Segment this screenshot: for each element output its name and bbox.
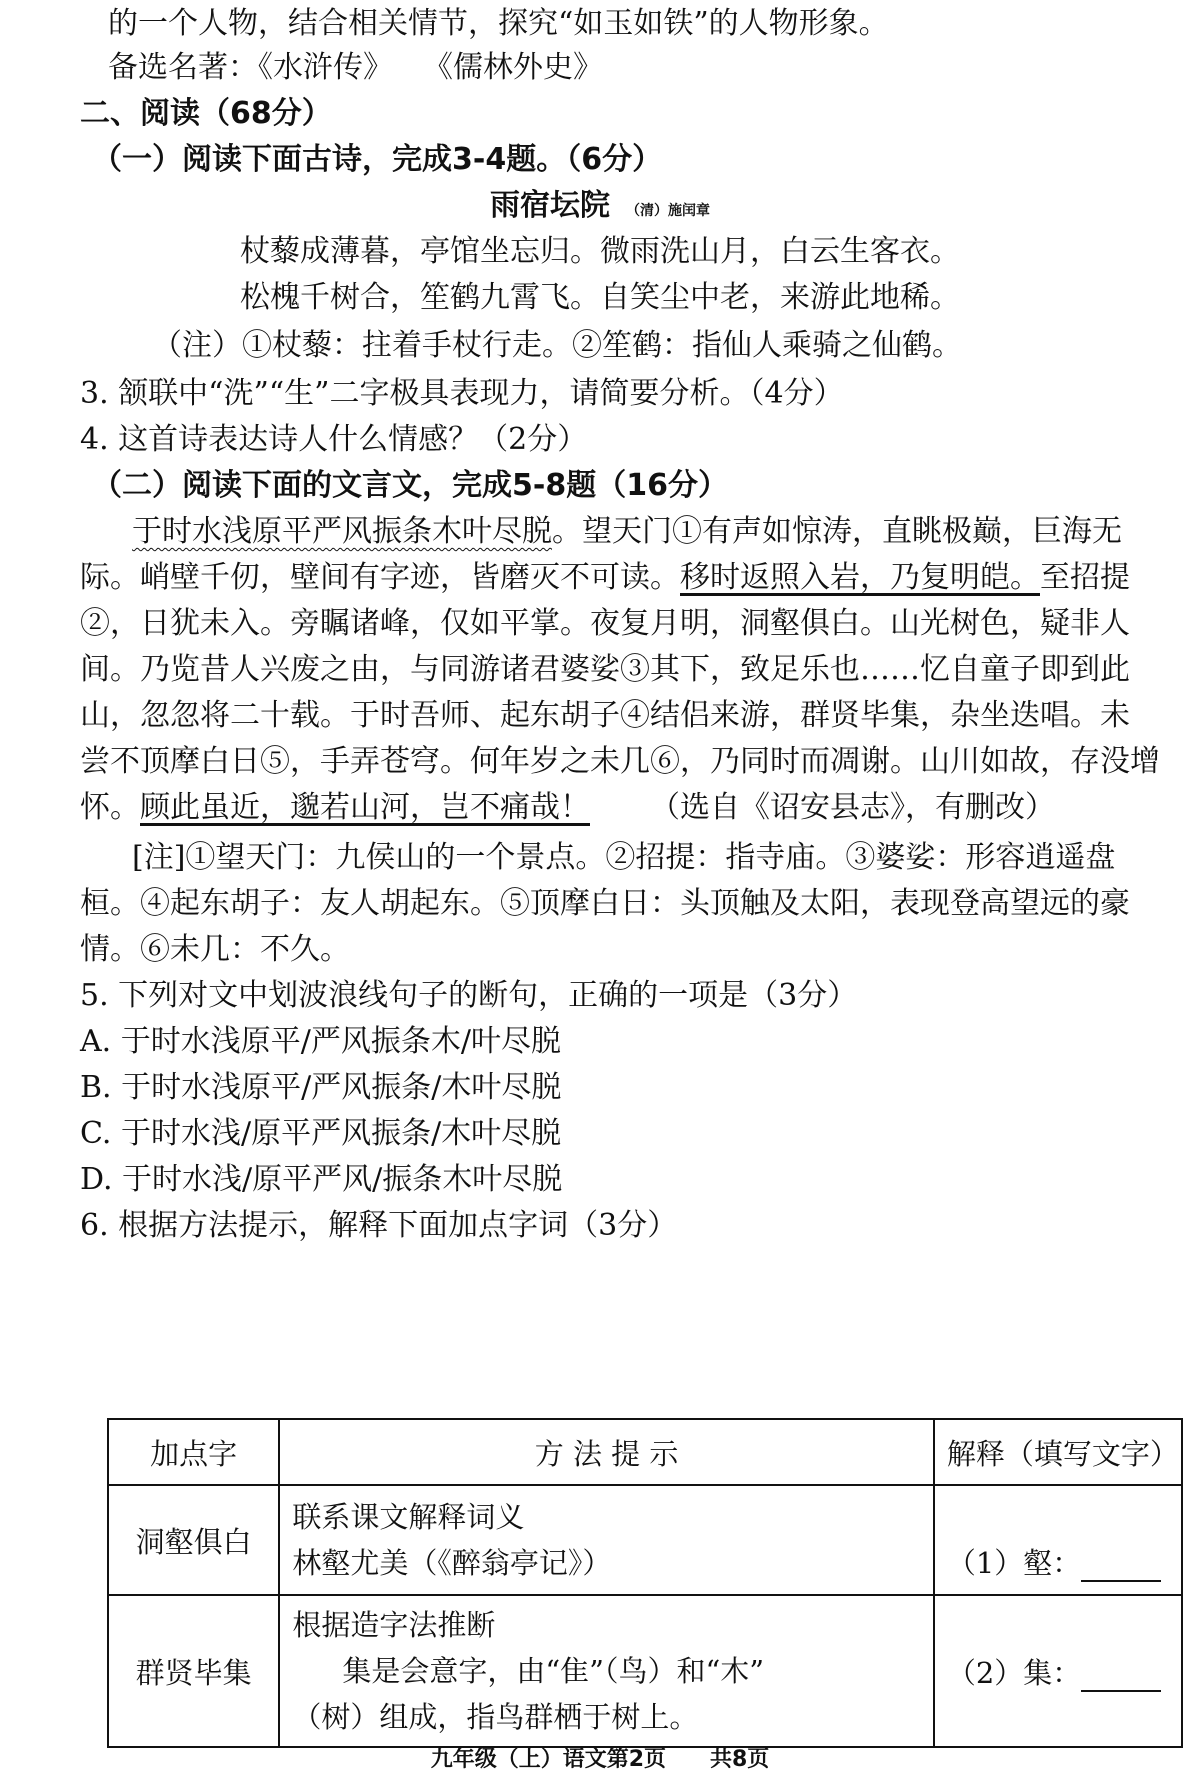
passage-line-7 <box>80 788 1160 828</box>
row2-hint-2: 集是会意字，由“隹”（鸟）和“木” <box>342 1654 765 1688</box>
poem-author: （清）施闰章 <box>626 203 710 219</box>
row2-answer-cell <box>934 1595 1182 1747</box>
passage-text: 际。峭壁千仞，壁间有字迹，皆磨灭不可读。 <box>80 560 680 595</box>
underlined-sentence: 移时返照入岩，乃复明皑。 <box>680 560 1040 595</box>
question-4: 4. 这首诗表达诗人什么情感？（2分） <box>80 422 588 457</box>
table-row <box>108 1485 1182 1595</box>
row1-answer-cell <box>934 1485 1182 1595</box>
passage-note-3: 情。⑥未几：不久。 <box>80 932 350 967</box>
question-6: 6. 根据方法提示，解释下面加点字词（3分） <box>80 1208 678 1243</box>
poem-note: （注）①杖藜：拄着手杖行走。②笙鹤：指仙人乘骑之仙鹤。 <box>152 328 962 363</box>
header-word: 加点字 <box>108 1419 279 1485</box>
table-header-row <box>108 1419 1182 1485</box>
part1-heading: （一）阅读下面古诗，完成3-4题。（6分） <box>92 142 663 177</box>
passage-source: （选自《诏安县志》，有删改） <box>650 790 1055 825</box>
row2-answer-label: （2）集： <box>946 1655 1082 1690</box>
header-hint: 方 法 提 示 <box>279 1419 934 1485</box>
table-row <box>108 1595 1182 1747</box>
section-heading: 二、阅读（68分） <box>80 96 332 131</box>
passage-note-1: [注]①望天门：九侯山的一个景点。②招提：指寺庙。③婆娑：形容逍遥盘 <box>132 840 1116 875</box>
passage-line-4: 间。乃览昔人兴废之由，与同游诸君婆娑③其下，致足乐也……忆自童子即到此 <box>80 652 1130 687</box>
poem-title-line <box>0 186 1200 231</box>
answer-blank-1[interactable] <box>1081 1554 1161 1582</box>
row2-hint <box>279 1595 934 1747</box>
page-footer: 九年级（上）语文第2页 共8页 <box>430 1747 770 1772</box>
passage-text: 至招提 <box>1040 560 1130 595</box>
passage-text: 。望天门①有声如惊涛，直眺极巅，巨海无 <box>552 514 1122 549</box>
q5-option-c: C. 于时水浅/原平严风振条/木叶尽脱 <box>80 1116 562 1151</box>
passage-note-2: 桓。④起东胡子：友人胡起东。⑤顶摩白日：头顶触及太阳，表现登高望远的豪 <box>80 886 1130 921</box>
row2-hint-3: （树）组成，指鸟群栖于树上。 <box>292 1700 699 1734</box>
row1-hint-1: 联系课文解释词义 <box>292 1500 525 1534</box>
row2-word: 群贤毕集 <box>108 1595 279 1747</box>
underlined-sentence: 顾此虽近，邈若山河，岂不痛哉！ <box>140 790 590 825</box>
passage-line-3: ②，日犹未入。旁瞩诸峰，仅如平掌。夜复月明，洞壑俱白。山光树色，疑非人 <box>80 606 1130 641</box>
q5-option-d: D. 于时水浅/原平严风/振条木叶尽脱 <box>80 1162 563 1197</box>
answer-blank-2[interactable] <box>1081 1664 1161 1692</box>
q5-option-a: A. 于时水浅原平/严风振条木/叶尽脱 <box>80 1024 561 1059</box>
row1-answer-label: （1）壑： <box>946 1546 1082 1580</box>
header-answer: 解释（填写文字） <box>934 1419 1182 1485</box>
part2-heading: （二）阅读下面的文言文，完成5-8题（16分） <box>92 468 728 503</box>
row1-word: 洞壑俱白 <box>108 1485 279 1595</box>
passage-line-6: 尝不顶摩白日⑤，手弄苍穹。何年岁之未几⑥，乃同时而凋谢。山川如故，存没增 <box>80 744 1160 779</box>
q5-option-b: B. 于时水浅原平/严风振条/木叶尽脱 <box>80 1070 562 1105</box>
question-3: 3. 颔联中“洗”“生”二字极具表现力，请简要分析。（4分） <box>80 376 844 411</box>
poem-line-2: 松槐千树合，笙鹤九霄飞。自笑尘中老，来游此地稀。 <box>240 280 960 315</box>
row1-hint-2: 林壑尤美（《醉翁亭记》） <box>292 1546 612 1580</box>
row2-hint-1: 根据造字法推断 <box>292 1608 496 1642</box>
intro-line-2: 备选名著：《水浒传》 《儒林外史》 <box>108 50 603 85</box>
passage-line-1 <box>132 512 1160 552</box>
method-hint-table <box>107 1418 1183 1748</box>
row1-hint <box>279 1485 934 1595</box>
passage-line-2 <box>80 558 1160 598</box>
wavy-sentence: 于时水浅原平严风振条木叶尽脱 <box>132 514 552 549</box>
passage-text: 怀。 <box>80 790 140 825</box>
passage-line-5: 山，忽忽将二十载。于时吾师、起东胡子④结侣来游，群贤毕集，杂坐迭唱。未 <box>80 698 1130 733</box>
poem-title: 雨宿坛院 <box>490 188 610 223</box>
intro-line-1: 的一个人物，结合相关情节，探究“如玉如铁”的人物形象。 <box>108 6 889 41</box>
poem-line-1: 杖藜成薄暮，亭馆坐忘归。微雨洗山月，白云生客衣。 <box>240 234 960 269</box>
question-5: 5. 下列对文中划波浪线句子的断句，正确的一项是（3分） <box>80 978 858 1013</box>
